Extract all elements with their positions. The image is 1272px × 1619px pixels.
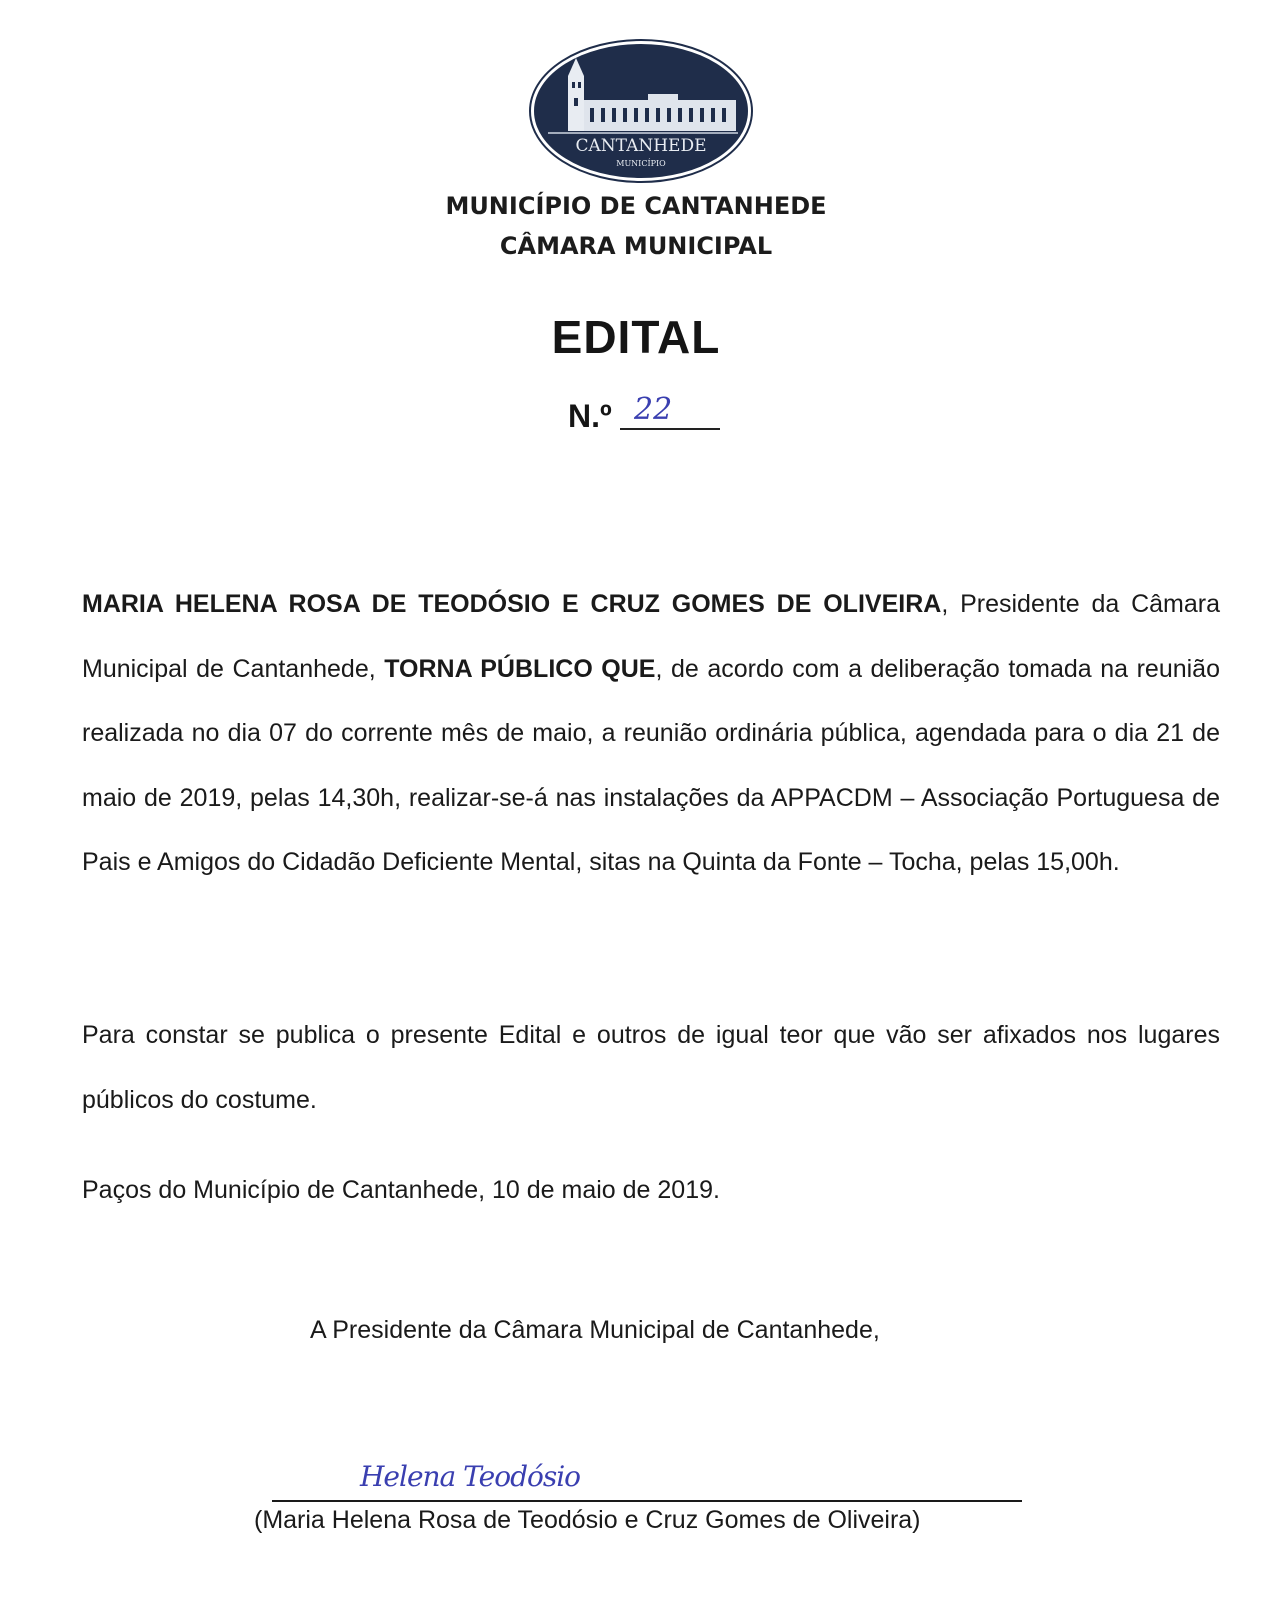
municipality-logo bbox=[528, 38, 754, 184]
council-name: CÂMARA MUNICIPAL bbox=[499, 232, 773, 260]
handwritten-signature: Helena Teodósio bbox=[360, 1460, 581, 1493]
main-text-1: , Presidente da Câmara Municipal de Cantanhede, bbox=[82, 590, 1220, 683]
signature-closing: A Presidente da Câmara Municipal de Cantanhede, bbox=[310, 1316, 880, 1344]
signatory-name: (Maria Helena Rosa de Teodósio e Cruz Gomes de Oliveira) bbox=[254, 1506, 921, 1534]
announcement-phrase: TORNA PÚBLICO QUE bbox=[384, 654, 656, 683]
building-emblem-icon bbox=[528, 38, 754, 184]
president-name: MARIA HELENA ROSA DE TEODÓSIO E CRUZ GOMES DE OLIVEIRA bbox=[82, 590, 942, 618]
number-label: N.º bbox=[568, 398, 612, 434]
logo-subtitle: MUNICÍPIO bbox=[616, 159, 666, 168]
signature-line bbox=[272, 1500, 1022, 1502]
place-date: Paços do Município de Cantanhede, 10 de maio de 2019. bbox=[82, 1176, 720, 1204]
publication-paragraph: Para constar se publica o presente Edital e outros de igual teor que vão ser afixados nos lugares públicos do costume. bbox=[82, 1021, 1220, 1114]
main-text-2: , de acordo com a deliberação tomada na reunião realizada no dia 07 do corrente mês de maio, a reunião ordinária pública, agendada para o dia 21 de maio de 2019, pelas 14,30h, realizar-se-á nas instalações da APPACDM – Associação Portuguesa de Pais e Amigos do Cidadão Deficiente Mental, sitas na Quinta da Fonte – Tocha, pelas 15,00h. bbox=[82, 654, 1220, 876]
document-title: EDITAL bbox=[551, 311, 721, 363]
logo-name: CANTANHEDE bbox=[575, 136, 707, 156]
municipality-name: MUNICÍPIO DE CANTANHEDE bbox=[445, 192, 827, 220]
main-paragraph bbox=[82, 572, 1220, 895]
number-value: 22 bbox=[620, 392, 720, 430]
